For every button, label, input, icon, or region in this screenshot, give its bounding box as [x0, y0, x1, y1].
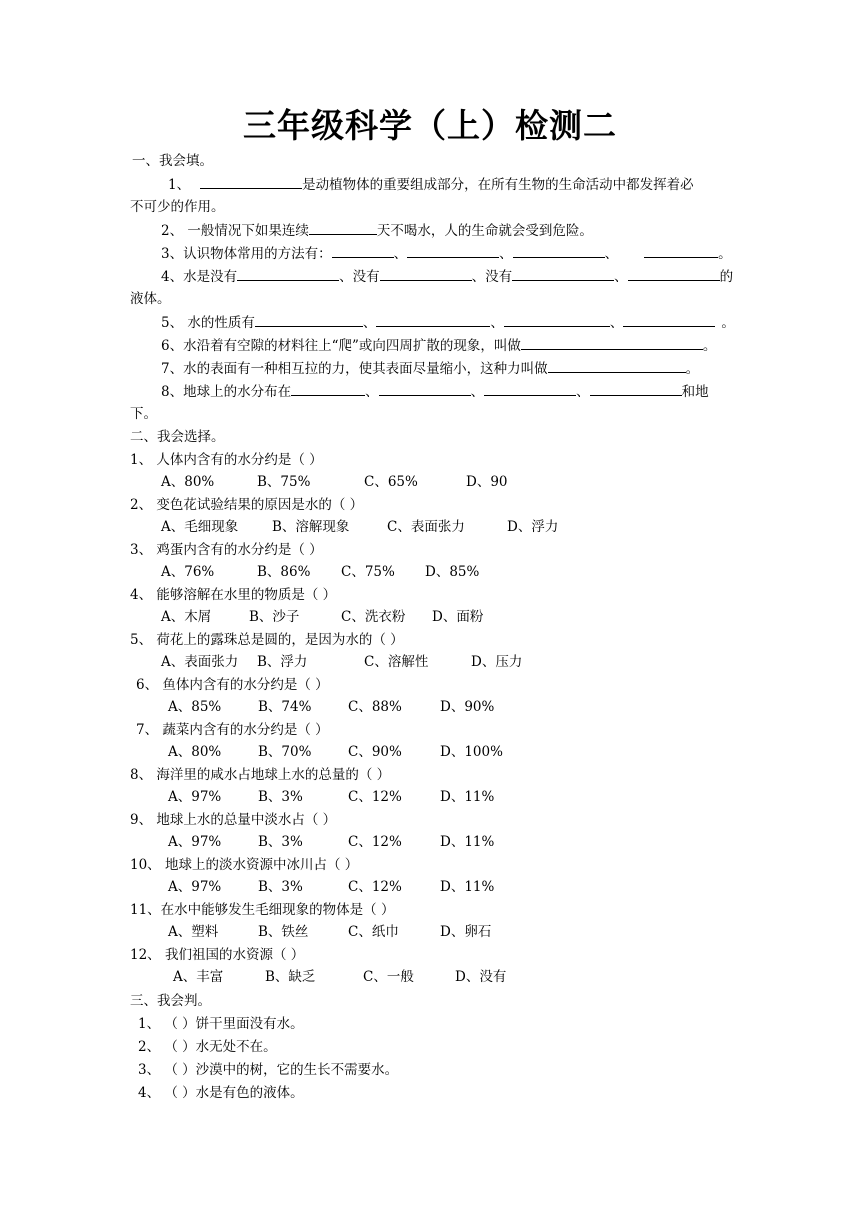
- choice-option[interactable]: B、3%: [258, 879, 303, 895]
- choice-option[interactable]: B、沙子: [249, 609, 300, 625]
- choice-option[interactable]: B、溶解现象: [272, 519, 350, 535]
- choice-option[interactable]: A、97%: [168, 879, 222, 895]
- question-text: 天不喝水，人的生命就会受到危险。: [376, 223, 593, 239]
- choice-option[interactable]: A、毛细现象: [161, 519, 239, 535]
- choice-option[interactable]: B、70%: [258, 744, 312, 760]
- choice-option[interactable]: B、铁丝: [258, 924, 309, 940]
- fill-question-2: [161, 219, 593, 242]
- choice-option[interactable]: A、表面张力: [161, 654, 239, 670]
- choice-option[interactable]: A、80%: [168, 744, 222, 760]
- section-heading-judge: 三、我会判。: [130, 993, 211, 1009]
- question-text: 2、 一般情况下如果连续: [161, 223, 309, 239]
- choice-option[interactable]: B、86%: [257, 564, 311, 580]
- choice-option[interactable]: A、木屑: [161, 609, 212, 625]
- choice-option[interactable]: A、塑料: [168, 924, 219, 940]
- separator: 、: [576, 384, 590, 400]
- choice-question-3: 3、 鸡蛋内含有的水分约是（ ）: [130, 542, 323, 558]
- choice-option[interactable]: A、85%: [168, 699, 222, 715]
- choice-option[interactable]: C、12%: [348, 834, 402, 850]
- fill-question-7: [161, 357, 699, 380]
- question-text: 、没有: [339, 269, 380, 285]
- fill-question-1: [168, 173, 694, 196]
- choice-option[interactable]: B、75%: [257, 474, 311, 490]
- choice-question-2: 2、 变色花试验结果的原因是水的（ ）: [130, 497, 364, 513]
- choice-option[interactable]: D、卵石: [440, 924, 492, 940]
- answer-blank[interactable]: [521, 334, 703, 350]
- answer-blank[interactable]: [376, 311, 490, 327]
- separator: 、: [609, 315, 624, 331]
- fill-question-8: [161, 380, 709, 403]
- separator: 。: [702, 338, 717, 354]
- choice-question-7: 7、 蔬菜内含有的水分约是（ ）: [136, 722, 329, 738]
- choice-option[interactable]: A、97%: [168, 834, 222, 850]
- separator: 、: [499, 246, 513, 262]
- choice-option[interactable]: C、12%: [348, 879, 402, 895]
- separator: 、: [604, 246, 619, 262]
- answer-blank[interactable]: [407, 242, 499, 258]
- choice-option[interactable]: C、65%: [364, 474, 418, 490]
- choice-question-4: 4、 能够溶解在水里的物质是（ ）: [130, 587, 337, 603]
- choice-question-11: 11、在水中能够发生毛细现象的物体是（ ）: [130, 902, 395, 918]
- choice-option[interactable]: C、溶解性: [364, 654, 429, 670]
- answer-blank[interactable]: [379, 380, 471, 396]
- choice-option[interactable]: D、面粉: [432, 609, 484, 625]
- separator: 、: [490, 315, 504, 331]
- answer-blank[interactable]: [548, 357, 686, 373]
- choice-option[interactable]: D、11%: [440, 789, 495, 805]
- separator: 。: [718, 246, 732, 262]
- fill-question-6: [161, 334, 716, 357]
- choice-option[interactable]: C、洗衣粉: [341, 609, 406, 625]
- question-text: 3、认识物体常用的方法有：: [161, 246, 332, 262]
- choice-option[interactable]: A、97%: [168, 789, 222, 805]
- fill-question-8-cont: 下。: [130, 406, 157, 422]
- answer-blank[interactable]: [291, 380, 365, 396]
- answer-blank[interactable]: [484, 380, 576, 396]
- question-text: 、没有: [471, 269, 513, 285]
- choice-option[interactable]: A、76%: [161, 564, 215, 580]
- separator: 、: [362, 315, 377, 331]
- answer-blank[interactable]: [504, 311, 610, 327]
- fill-question-4: [161, 265, 733, 288]
- choice-option[interactable]: D、没有: [455, 969, 507, 985]
- separator: 、: [470, 384, 485, 400]
- fill-question-1-cont: 不可少的作用。: [130, 199, 225, 215]
- choice-option[interactable]: D、浮力: [507, 519, 559, 535]
- choice-option[interactable]: B、浮力: [257, 654, 308, 670]
- question-text: 的: [719, 269, 734, 285]
- choice-option[interactable]: D、90%: [440, 699, 495, 715]
- question-text: 5、 水的性质有: [161, 315, 255, 331]
- choice-option[interactable]: B、3%: [258, 834, 303, 850]
- separator: 、: [614, 269, 628, 285]
- answer-blank[interactable]: [623, 311, 715, 327]
- choice-question-8: 8、 海洋里的咸水占地球上水的总量的（ ）: [130, 767, 391, 783]
- answer-blank[interactable]: [309, 219, 377, 235]
- choice-option[interactable]: C、纸巾: [348, 924, 399, 940]
- fill-question-4-cont: 液体。: [130, 291, 171, 307]
- choice-option[interactable]: C、表面张力: [387, 519, 465, 535]
- section-heading-choice: 二、我会选择。: [130, 429, 225, 445]
- judge-item: 2、 （ ）水无处不在。: [138, 1039, 277, 1055]
- section-heading-fill: 一、我会填。: [132, 153, 213, 169]
- choice-option[interactable]: D、11%: [440, 834, 495, 850]
- choice-option[interactable]: A、丰富: [173, 969, 224, 985]
- answer-blank[interactable]: [332, 242, 394, 258]
- answer-blank[interactable]: [644, 242, 718, 258]
- choice-option[interactable]: D、90: [466, 474, 508, 490]
- fill-question-5: [161, 311, 735, 334]
- choice-option[interactable]: B、74%: [258, 699, 312, 715]
- choice-option[interactable]: D、压力: [471, 654, 523, 670]
- choice-option[interactable]: D、100%: [440, 744, 503, 760]
- choice-option[interactable]: D、85%: [425, 564, 480, 580]
- question-number: 1、: [168, 177, 191, 193]
- answer-blank[interactable]: [200, 173, 302, 189]
- choice-question-10: 10、 地球上的淡水资源中冰川占（ ）: [130, 857, 359, 873]
- choice-option[interactable]: D、11%: [440, 879, 495, 895]
- choice-question-12: 12、 我们祖国的水资源（ ）: [130, 947, 305, 963]
- answer-blank[interactable]: [512, 265, 614, 281]
- choice-option[interactable]: C、88%: [348, 699, 402, 715]
- choice-option[interactable]: C、一般: [363, 969, 414, 985]
- choice-question-9: 9、 地球上水的总量中淡水占（ ）: [130, 812, 337, 828]
- choice-option[interactable]: A、80%: [161, 474, 215, 490]
- choice-question-1: 1、 人体内含有的水分约是（ ）: [130, 452, 323, 468]
- choice-option[interactable]: B、缺乏: [265, 969, 316, 985]
- question-text: 8、地球上的水分布在: [161, 384, 292, 400]
- choice-option[interactable]: C、12%: [348, 789, 402, 805]
- question-text: 和地: [681, 384, 709, 400]
- judge-item: 4、 （ ）水是有色的液体。: [138, 1085, 304, 1101]
- choice-option[interactable]: C、90%: [348, 744, 402, 760]
- judge-item: 3、 （ ）沙漠中的树，它的生长不需要水。: [138, 1062, 399, 1078]
- choice-question-5: 5、 荷花上的露珠总是圆的，是因为水的（ ）: [130, 632, 404, 648]
- choice-option[interactable]: B、3%: [258, 789, 303, 805]
- separator: 、: [365, 384, 379, 400]
- choice-option[interactable]: C、75%: [341, 564, 395, 580]
- question-text: 6、水沿着有空隙的材料往上“爬”或向四周扩散的现象，叫做: [161, 338, 521, 354]
- separator: 。: [685, 361, 700, 377]
- answer-blank[interactable]: [380, 265, 472, 281]
- choice-question-6: 6、 鱼体内含有的水分约是（ ）: [136, 677, 329, 693]
- answer-blank[interactable]: [628, 265, 720, 281]
- answer-blank[interactable]: [513, 242, 605, 258]
- answer-blank[interactable]: [255, 311, 363, 327]
- separator: 。: [721, 315, 735, 331]
- judge-item: 1、 （ ）饼干里面没有水。: [138, 1016, 304, 1032]
- page-title: 三年级科学（上）检测二: [243, 106, 617, 145]
- question-text: 7、水的表面有一种相互拉的力，使其表面尽量缩小，这种力叫做: [161, 361, 548, 377]
- fill-question-3: [161, 242, 732, 265]
- answer-blank[interactable]: [237, 265, 339, 281]
- question-text: 4、水是没有: [161, 269, 238, 285]
- separator: 、: [393, 246, 408, 262]
- answer-blank[interactable]: [590, 380, 682, 396]
- question-text: 是动植物体的重要组成部分，在所有生物的生命活动中都发挥着必: [302, 177, 694, 193]
